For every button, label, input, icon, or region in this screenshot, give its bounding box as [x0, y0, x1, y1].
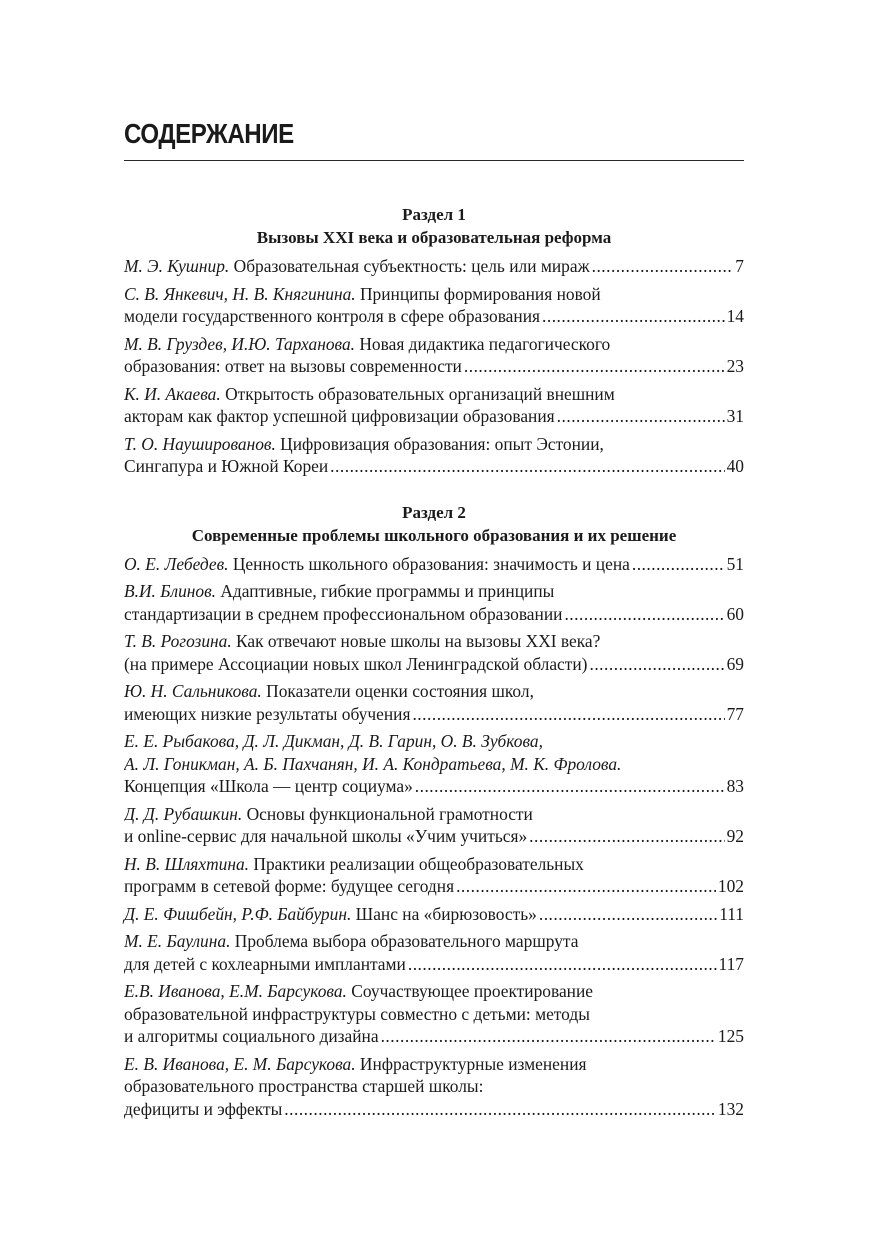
toc-entry-line — [124, 803, 744, 826]
toc-entry-title: образовательного пространства старшей школы: — [124, 1076, 484, 1096]
toc-entry-title: образовательной инфраструктуры совместно с детьми: методы — [124, 1003, 590, 1024]
dot-leader — [415, 775, 725, 798]
toc-entry-author: М. Е. Баулина. — [124, 931, 231, 951]
toc-entry-text — [124, 653, 587, 676]
toc-entry-title: Цифровизация образования: опыт Эстонии, — [275, 433, 604, 454]
toc-entry-author: С. В. Янкевич, Н. В. Княгинина. — [124, 283, 356, 304]
toc-entry[interactable] — [124, 283, 744, 328]
toc-entry-line — [124, 333, 744, 356]
toc-entry-title: имеющих низкие результаты обучения — [124, 703, 411, 724]
page-number: 117 — [718, 953, 744, 974]
toc-entry-text — [124, 553, 630, 576]
toc-entry-list — [124, 553, 744, 1121]
toc-entry-text — [124, 305, 540, 328]
toc-entry[interactable] — [124, 255, 744, 278]
toc-entry[interactable] — [124, 730, 744, 798]
page-number: 83 — [726, 776, 744, 796]
toc-entry-title: Показатели оценки состояния школ, — [261, 681, 534, 701]
dot-leader — [330, 455, 724, 478]
toc-entry-author: Е. Е. Рыбакова, Д. Л. Дикман, Д. В. Гарин, О. В. Зубкова, — [124, 731, 543, 751]
toc-entry-text — [124, 1098, 282, 1121]
toc-entry-text — [124, 703, 410, 726]
toc-entry-text — [124, 603, 562, 626]
toc-entry-title: дефициты и эффекты — [124, 1098, 283, 1119]
toc-entry-line — [124, 853, 744, 876]
toc-entry-line — [124, 383, 744, 406]
toc-entry-title: Соучаствующее проектирование — [346, 981, 594, 1001]
toc-entry-last-line — [124, 903, 744, 926]
toc-entry-title: акторам как фактор успешной цифровизации образования — [124, 406, 555, 426]
dot-leader — [632, 553, 725, 576]
toc-entry[interactable] — [124, 680, 744, 725]
dot-leader — [589, 653, 724, 676]
toc-entry-last-line — [124, 953, 744, 976]
toc-entry-text — [124, 903, 537, 926]
toc-entry-last-line — [124, 875, 744, 898]
page-number: 14 — [726, 306, 744, 326]
section-title: Современные проблемы школьного образования и их решение — [191, 525, 677, 545]
toc-entry-title: для детей с кохлеарными имплантами — [124, 953, 406, 974]
toc-entry-line — [124, 1003, 744, 1026]
toc-entry-title: стандартизации в среднем профессиональном образовании — [124, 603, 563, 624]
toc-entry-text — [124, 825, 527, 848]
table-of-contents — [124, 203, 744, 1125]
toc-entry-line — [124, 283, 744, 306]
toc-entry-author: М. В. Груздев, И.Ю. Тарханова. — [124, 333, 356, 354]
title-divider — [124, 160, 744, 161]
toc-entry[interactable] — [124, 553, 744, 576]
page-number: 40 — [726, 456, 744, 476]
page-number: 92 — [726, 826, 744, 846]
toc-entry-last-line — [124, 825, 744, 848]
toc-entry-line — [124, 730, 744, 753]
dot-leader — [412, 703, 724, 726]
section-heading — [124, 203, 744, 249]
dot-leader — [381, 1025, 716, 1048]
toc-entry-title: Шанс на «бирюзовость» — [351, 903, 537, 924]
toc-entry[interactable] — [124, 903, 744, 926]
dot-leader — [557, 405, 725, 428]
dot-leader — [408, 953, 717, 976]
page-number: 60 — [726, 603, 744, 624]
toc-entry-title: Принципы формирования новой — [355, 283, 601, 304]
toc-entry-author: Н. В. Шляхтина. — [124, 853, 250, 874]
toc-entry-line — [124, 680, 744, 703]
page-number: 7 — [735, 256, 744, 276]
dot-leader — [464, 355, 725, 378]
toc-entry-text — [124, 775, 413, 798]
toc-entry-text — [124, 355, 462, 378]
toc-entry-text — [124, 405, 555, 428]
toc-entry-line — [124, 1053, 744, 1076]
toc-entry-title: (на примере Ассоциации новых школ Ленинградской области) — [124, 653, 588, 674]
toc-entry-last-line — [124, 553, 744, 576]
toc-entry-title: Основы функциональной грамотности — [242, 803, 533, 824]
toc-entry-author: Е. В. Иванова, Е. М. Барсукова. — [124, 1053, 356, 1074]
toc-entry-title: Образовательная субъектность: цель или мираж — [229, 256, 590, 276]
toc-entry-title: Сингапура и Южной Кореи — [124, 456, 329, 476]
page-number: 102 — [717, 876, 744, 896]
toc-entry-title: и алгоритмы социального дизайна — [124, 1026, 379, 1046]
toc-entry-title: программ в сетевой форме: будущее сегодня — [124, 876, 455, 896]
toc-entry[interactable] — [124, 930, 744, 975]
toc-entry-text — [124, 1025, 379, 1048]
toc-entry-author: Д. Д. Рубашкин. — [124, 803, 243, 824]
dot-leader — [529, 825, 724, 848]
toc-entry-line — [124, 630, 744, 653]
toc-entry-line — [124, 433, 744, 456]
toc-entry-line — [124, 930, 744, 953]
toc-entry-title: Адаптивные, гибкие программы и принципы — [215, 581, 555, 601]
toc-entry-list — [124, 255, 744, 478]
page-number: 111 — [719, 903, 744, 924]
dot-leader — [542, 305, 725, 328]
toc-entry-author: Ю. Н. Сальникова. — [124, 681, 262, 701]
toc-entry-title: образования: ответ на вызовы современности — [124, 356, 462, 376]
toc-entry-author: А. Л. Гоникман, А. Б. Пахчанян, И. А. Кондратьева, М. К. Фролова. — [124, 753, 622, 774]
toc-entry-title: Концепция «Школа — центр социума» — [124, 776, 413, 796]
toc-entry-author: М. Э. Кушнир. — [124, 256, 230, 276]
toc-entry[interactable] — [124, 580, 744, 625]
toc-entry-last-line — [124, 405, 744, 428]
toc-entry-line — [124, 580, 744, 603]
toc-entry-text — [124, 255, 590, 278]
toc-entry-title: Проблема выбора образовательного маршрута — [230, 931, 579, 951]
toc-entry[interactable] — [124, 1053, 744, 1121]
toc-entry-title: Инфраструктурные изменения — [355, 1053, 587, 1074]
toc-entry-last-line — [124, 455, 744, 478]
toc-entry-line — [124, 980, 744, 1003]
toc-entry[interactable] — [124, 383, 744, 428]
toc-entry-last-line — [124, 255, 744, 278]
page-number: 51 — [726, 553, 744, 574]
toc-entry-title: Как отвечают новые школы на вызовы XXI века? — [231, 631, 601, 651]
toc-entry-last-line — [124, 1025, 744, 1048]
toc-entry-author: Т. В. Рогозина. — [124, 631, 232, 651]
page-number: 125 — [717, 1026, 744, 1046]
toc-entry-author: К. И. Акаева. — [124, 383, 221, 404]
toc-entry-text — [124, 455, 328, 478]
toc-entry-title: Практики реализации общеобразовательных — [249, 853, 584, 874]
toc-entry-last-line — [124, 305, 744, 328]
toc-entry[interactable] — [124, 803, 744, 848]
toc-entry-text — [124, 953, 406, 976]
toc-entry[interactable] — [124, 630, 744, 675]
toc-entry-text — [124, 875, 454, 898]
dot-leader — [592, 255, 734, 278]
toc-entry-title: Ценность школьного образования: значимость и цена — [228, 553, 630, 574]
dot-leader — [564, 603, 724, 626]
page-title: СОДЕРЖАНИЕ — [124, 118, 294, 149]
toc-entry-author: Т. О. Наушированов. — [124, 433, 276, 454]
toc-entry-last-line — [124, 1098, 744, 1121]
dot-leader — [456, 875, 716, 898]
toc-entry-title: модели государственного контроля в сфере образования — [124, 306, 541, 326]
section-title: Вызовы XXI века и образовательная реформа — [256, 228, 612, 247]
page-number: 23 — [726, 356, 744, 376]
page-number: 77 — [726, 703, 744, 724]
toc-entry-last-line — [124, 653, 744, 676]
dot-leader — [284, 1098, 716, 1121]
toc-entry[interactable] — [124, 333, 744, 378]
toc-entry-author: В.И. Блинов. — [124, 581, 216, 601]
toc-entry-line — [124, 1075, 744, 1098]
toc-entry-title: Новая дидактика педагогического — [355, 333, 611, 354]
toc-entry-author: Е.В. Иванова, Е.М. Барсукова. — [124, 981, 347, 1001]
toc-entry-last-line — [124, 603, 744, 626]
page-number: 132 — [717, 1098, 744, 1119]
toc-entry-title: Открытость образовательных организаций внешним — [220, 383, 615, 404]
toc-entry[interactable] — [124, 433, 744, 478]
page-number: 69 — [726, 653, 744, 674]
dot-leader — [539, 903, 717, 926]
toc-entry-last-line — [124, 703, 744, 726]
section-label: Раздел 2 — [402, 502, 466, 522]
toc-entry-author: О. Е. Лебедев. — [124, 553, 229, 574]
section-heading — [124, 501, 744, 547]
toc-entry-author: Д. Е. Фишбейн, Р.Ф. Байбурин. — [124, 903, 352, 924]
toc-entry-line — [124, 753, 744, 776]
page-number: 31 — [726, 406, 744, 426]
section-label: Раздел 1 — [402, 205, 466, 224]
toc-entry-last-line — [124, 355, 744, 378]
toc-entry-last-line — [124, 775, 744, 798]
toc-entry[interactable] — [124, 980, 744, 1048]
toc-entry[interactable] — [124, 853, 744, 898]
toc-entry-title: и online-сервис для начальной школы «Учим учиться» — [124, 826, 528, 846]
